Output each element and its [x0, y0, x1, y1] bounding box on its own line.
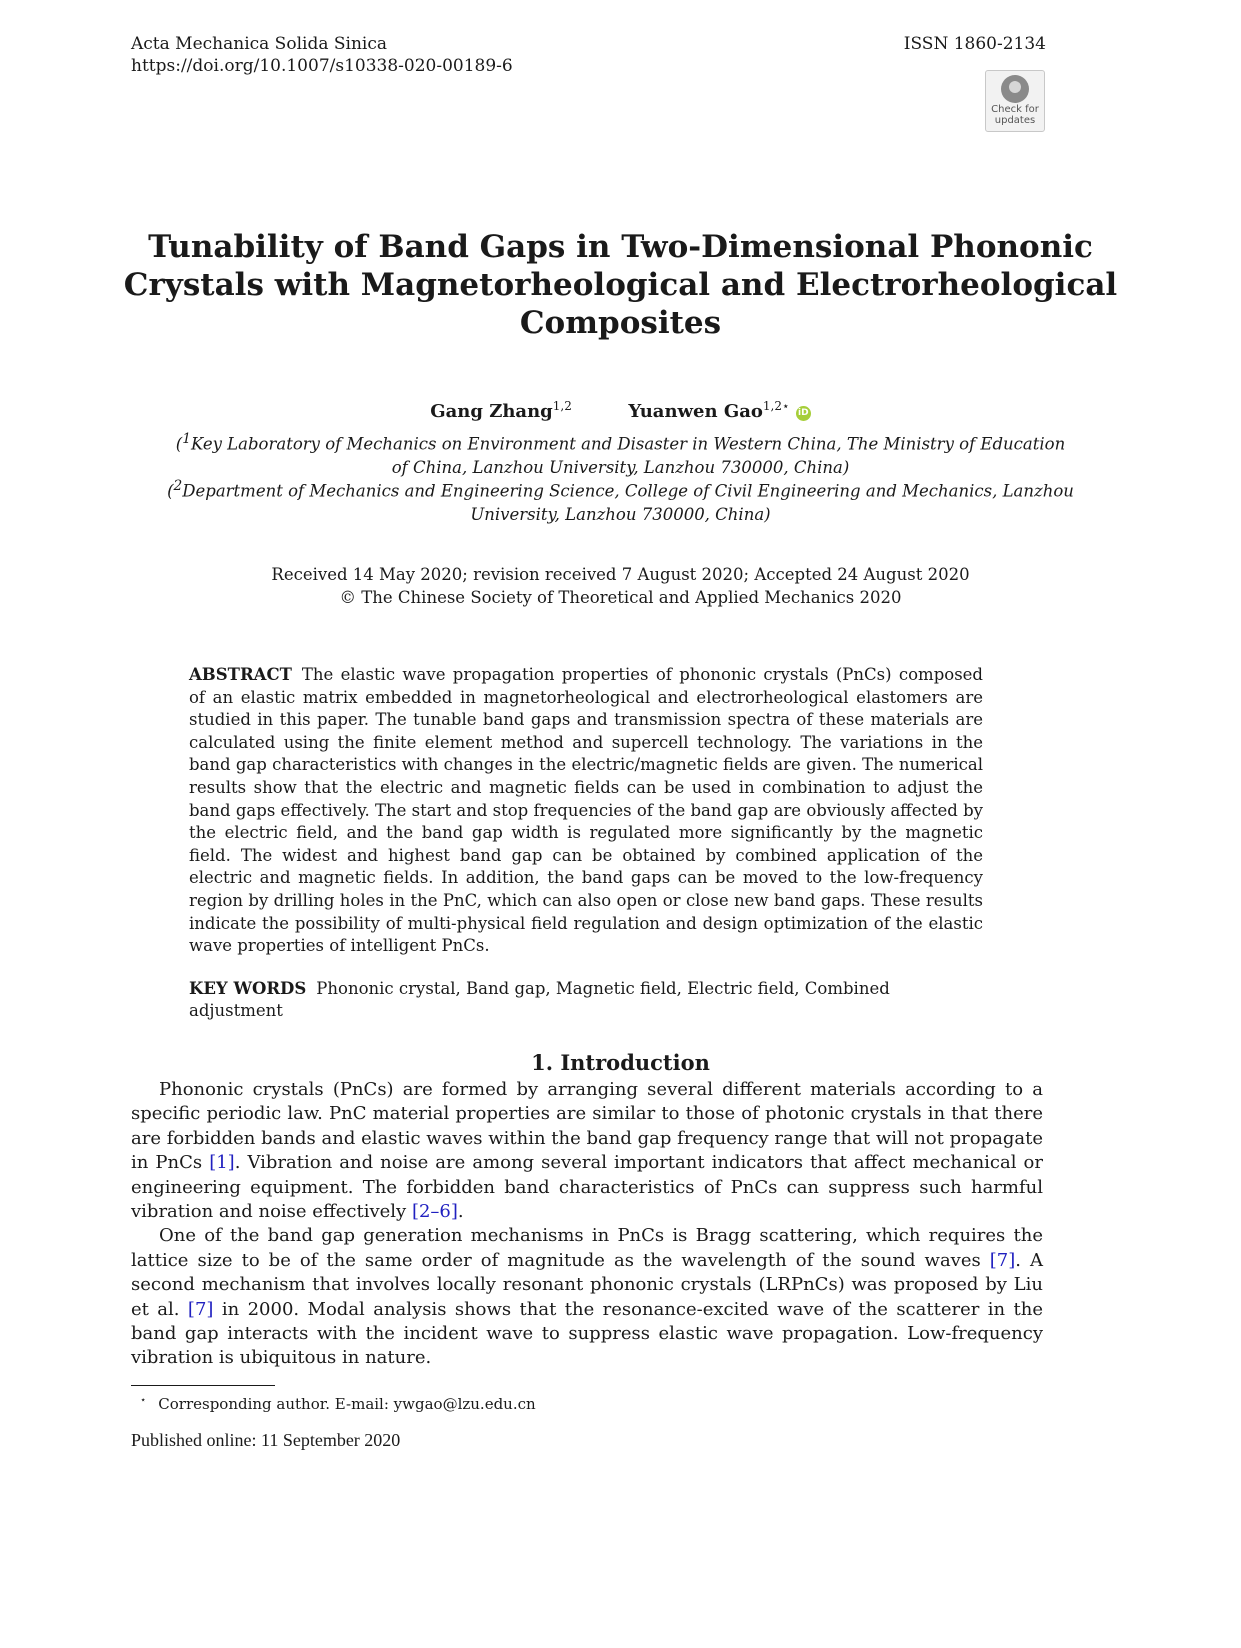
title-line: Tunability of Band Gaps in Two-Dimensional Phononic — [148, 229, 1093, 265]
published-date: Published online: 11 September 2020 — [131, 1430, 401, 1450]
paper-title — [120, 228, 1121, 342]
author-affiliation-mark: 1,2⋆ — [762, 399, 790, 413]
citation-link[interactable]: [1] — [209, 1152, 235, 1174]
paragraph — [131, 1224, 1043, 1370]
title-line: Composites — [519, 305, 722, 341]
affiliation-text: of China, Lanzhou University, Lanzhou 730000, China — [391, 457, 843, 477]
paragraph-text: One of the band gap generation mechanisms in PnCs is Bragg scattering, which requires the lattice size to be of the same order of magnitude as the wavelength of the sound waves — [131, 1225, 1043, 1271]
affiliation-text: Key Laboratory of Mechanics on Environment and Disaster in Western China, The Ministry of Education — [190, 434, 1066, 454]
badge-label-1: Check for — [991, 104, 1039, 115]
abstract-text: The elastic wave propagation properties of phononic crystals (PnCs) composed of an elastic matrix embedded in magnetorheological and electrorheological elastomers are studied in this paper. The tunable band gaps and transmission spectra of these materials are calculated using the finite element method and supercell technology. The variations in the band gap characteristics with changes in the electric/magnetic fields are given. The numerical results show that the electric and magnetic fields can be used in combination to adjust the band gaps effectively. The start and stop frequencies of the band gap are obviously affected by the electric field, and the band gap width is regulated more significantly by the magnetic field. The widest and highest band gap can be obtained by combined application of the electric and magnetic fields. In addition, the band gaps can be moved to the low-frequency region by drilling holes in the PnC, which can also open or close new band gaps. These results indicate the possibility of multi-physical field regulation and design optimization of the elastic wave properties of intelligent PnCs. — [189, 665, 983, 956]
affiliation-text: University, Lanzhou 730000, China — [470, 504, 765, 524]
citation-link[interactable]: [7] — [187, 1298, 214, 1320]
issn: ISSN 1860-2134 — [903, 34, 1046, 54]
paragraph-text: Phononic crystals (PnCs) are formed by arranging several different materials according to a specific periodic law. PnC material properties are similar to those of photonic crystals in that there are forbidden bands and elastic waves within the band gap frequency range that will not propagate in PnCs — [131, 1079, 1043, 1174]
abstract-label: ABSTRACT — [189, 665, 292, 684]
footnote-divider — [131, 1385, 275, 1386]
affiliation-2: ($^2$Department of Mechanics and Engineering Science, College of Civil Engineering and Mechanics, Lanzhou University, Lanzhou 730000, China) — [167, 478, 1074, 524]
footnote — [140, 1391, 536, 1414]
affiliation-mark: 1 — [182, 431, 191, 447]
check-for-updates-button[interactable] — [985, 70, 1045, 132]
affiliation-mark: 2 — [173, 478, 183, 494]
paragraph-text: . Vibration and noise are among several important indicators that affect mechanical or engineering equipment. The forbidden band characteristics of PnCs can suppress such harmful vibration and noise effectively — [131, 1152, 1043, 1223]
citation-link[interactable]: [7] — [989, 1249, 1016, 1271]
author-affiliation-mark: 1,2 — [552, 399, 572, 413]
doi-link[interactable]: https://doi.org/10.1007/s10338-020-00189-6 — [131, 56, 513, 76]
abstract — [189, 664, 983, 958]
citation-link[interactable]: [2–6] — [411, 1201, 458, 1223]
paragraph-text: . A second mechanism that involves locally resonant phononic crystals (LRPnCs) was proposed by Liu et al. — [131, 1249, 1043, 1320]
paragraph — [131, 1078, 1043, 1224]
received-dates: Received 14 May 2020; revision received 7 August 2020; Accepted 24 August 2020 — [271, 565, 970, 584]
affiliation-text: Department of Mechanics and Engineering Science, College of Civil Engineering and Mechanics, Lanzhou — [182, 481, 1074, 501]
footnote-mark: ⋆ — [140, 1395, 147, 1406]
journal-name: Acta Mechanica Solida Sinica — [131, 34, 387, 54]
keywords-label: KEY WORDS — [189, 979, 307, 998]
orcid-icon[interactable]: iD — [796, 406, 811, 421]
body-text — [131, 1078, 1043, 1371]
keywords-text: Phononic crystal, Band gap, Magnetic field, Electric field, Combined adjustment — [189, 979, 890, 1020]
check-updates-icon — [1001, 75, 1029, 103]
title-line: Crystals with Magnetorheological and Electrorheological — [123, 267, 1118, 303]
author-name: Gang Zhang — [430, 401, 553, 422]
affiliation-1: ($^1$Key Laboratory of Mechanics on Environment and Disaster in Western China, The Ministry of Education of China, Lanzhou University, Lanzhou 730000, China) — [175, 431, 1066, 477]
section-heading: 1. Introduction — [531, 1050, 710, 1075]
author-name: Yuanwen Gao — [628, 401, 763, 422]
badge-label-2: updates — [994, 115, 1036, 126]
author-list — [120, 399, 1121, 422]
footnote-text: Corresponding author. E-mail: ywgao@lzu.edu.cn — [158, 1395, 536, 1413]
keywords — [189, 978, 983, 1022]
paragraph-text: in 2000. Modal analysis shows that the resonance-excited wave of the scatterer in the band gap interacts with the incident wave to suppress elastic wave propagation. Low-frequency vibration is ubiquitous in nature. — [131, 1298, 1043, 1369]
copyright-notice: © The Chinese Society of Theoretical and Applied Mechanics 2020 — [339, 588, 902, 607]
paragraph-text: . — [457, 1201, 464, 1223]
